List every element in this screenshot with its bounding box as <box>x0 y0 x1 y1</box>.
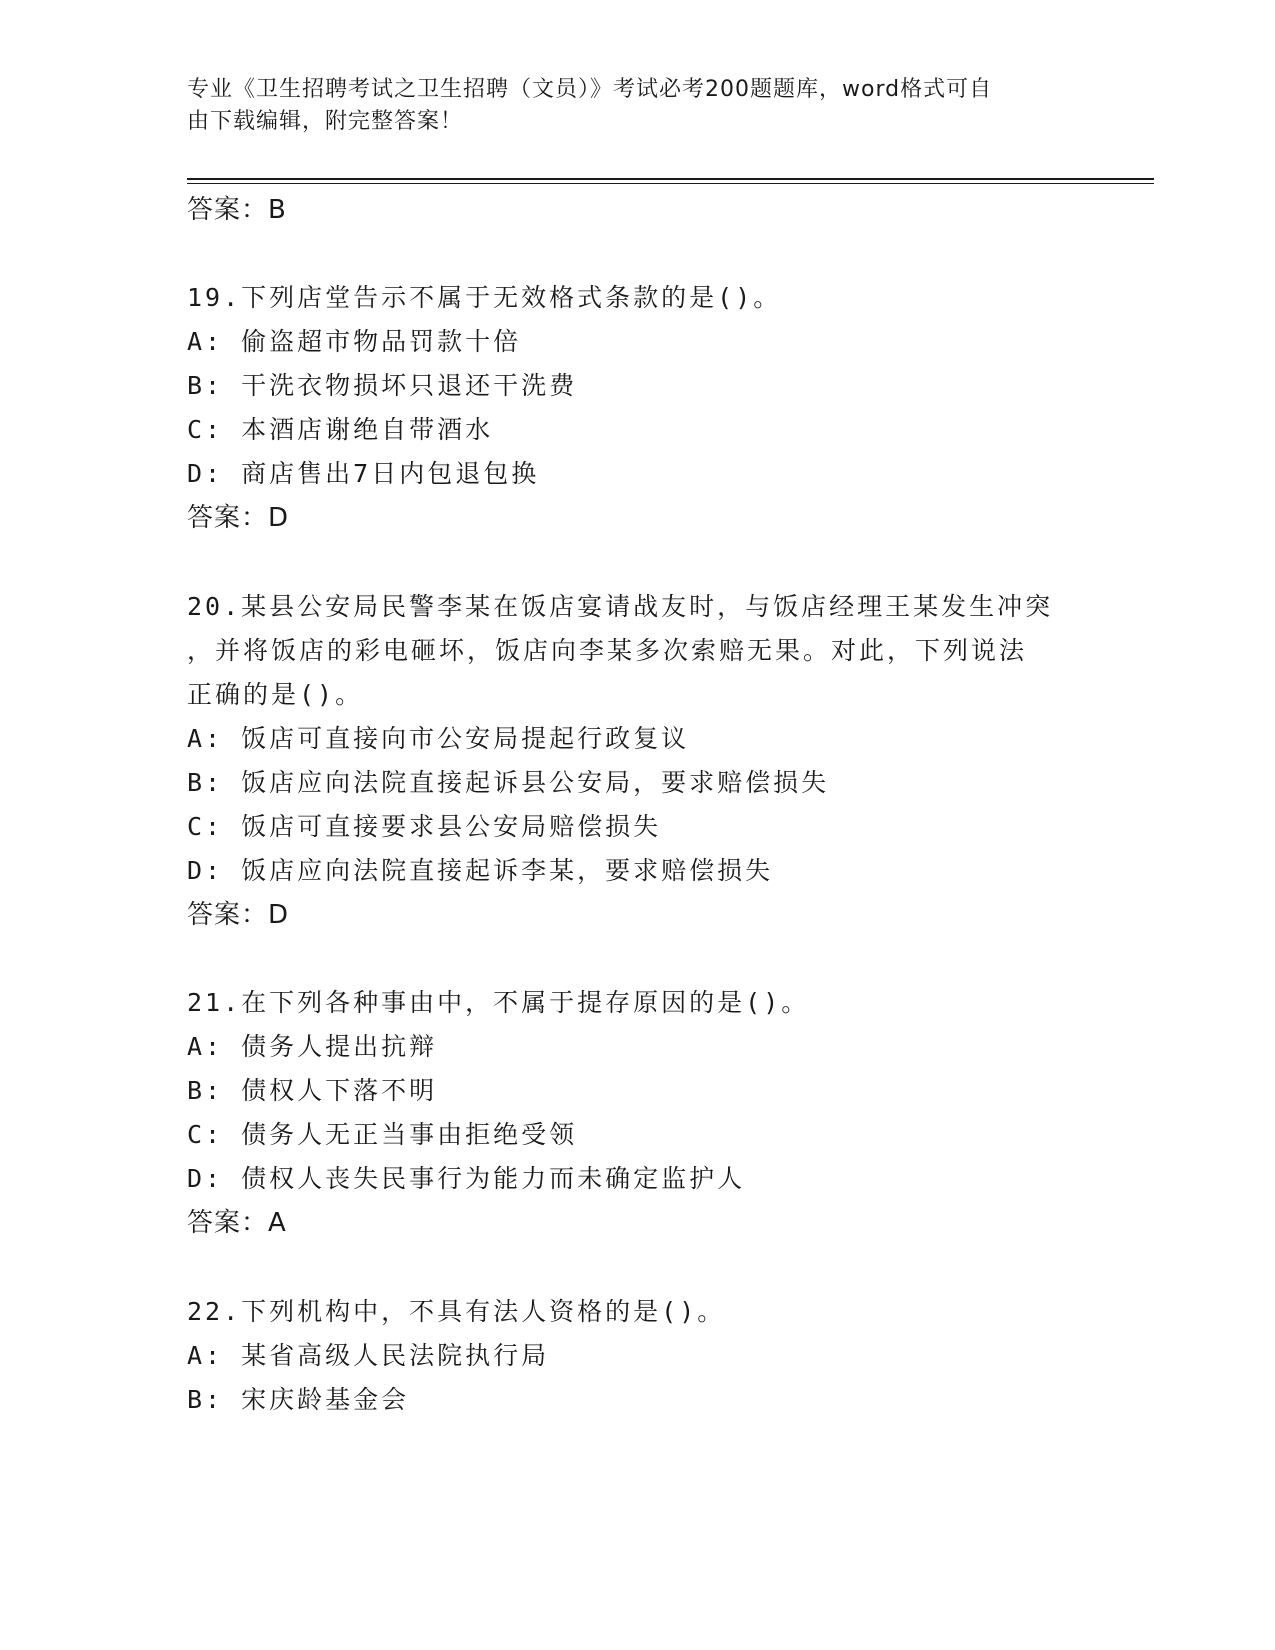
q20-option-c: C: 饭店可直接要求县公安局赔偿损失 <box>187 812 662 841</box>
header-divider-thin <box>187 183 1154 184</box>
header-line-2: 由下载编辑，附完整答案！ <box>187 109 464 134</box>
q19-answer: 答案：D <box>187 503 290 533</box>
q21-option-a: A: 债务人提出抗辩 <box>187 1032 438 1061</box>
question-20-line-2: ，并将饭店的彩电砸坏，饭店向李某多次索赔无果。对此，下列说法 <box>187 636 1028 665</box>
question-20-line-1: 20.某县公安局民警李某在饭店宴请战友时，与饭店经理王某发生冲突 <box>187 592 1054 621</box>
q22-option-b: B: 宋庆龄基金会 <box>187 1385 410 1414</box>
header-divider-thick <box>187 178 1154 180</box>
q21-option-c: C: 债务人无正当事由拒绝受领 <box>187 1120 578 1149</box>
question-20-line-3: 正确的是()。 <box>187 680 364 709</box>
q21-option-b: B: 债权人下落不明 <box>187 1076 438 1105</box>
document-header <box>187 74 1067 138</box>
q20-option-b: B: 饭店应向法院直接起诉县公安局，要求赔偿损失 <box>187 768 830 797</box>
q21-option-d: D: 债权人丧失民事行为能力而未确定监护人 <box>187 1164 746 1193</box>
q19-option-c: C: 本酒店谢绝自带酒水 <box>187 415 494 444</box>
q20-option-a: A: 饭店可直接向市公安局提起行政复议 <box>187 724 690 753</box>
question-21: 21.在下列各种事由中，不属于提存原因的是()。 <box>187 988 810 1017</box>
answer-prev: 答案：B <box>187 195 287 225</box>
q19-option-b: B: 干洗衣物损坏只退还干洗费 <box>187 371 578 400</box>
q20-option-d: D: 饭店应向法院直接起诉李某，要求赔偿损失 <box>187 856 774 885</box>
question-19: 19.下列店堂告示不属于无效格式条款的是()。 <box>187 283 782 312</box>
question-22: 22.下列机构中，不具有法人资格的是()。 <box>187 1297 726 1326</box>
q21-answer: 答案：A <box>187 1208 287 1238</box>
header-line-1: 专业《卫生招聘考试之卫生招聘（文员）》考试必考200题题库，word格式可自 <box>187 77 993 102</box>
q19-option-a: A: 偷盗超市物品罚款十倍 <box>187 327 522 356</box>
q19-option-d: D: 商店售出7日内包退包换 <box>187 459 540 488</box>
q22-option-a: A: 某省高级人民法院执行局 <box>187 1341 550 1370</box>
q20-answer: 答案：D <box>187 900 290 930</box>
